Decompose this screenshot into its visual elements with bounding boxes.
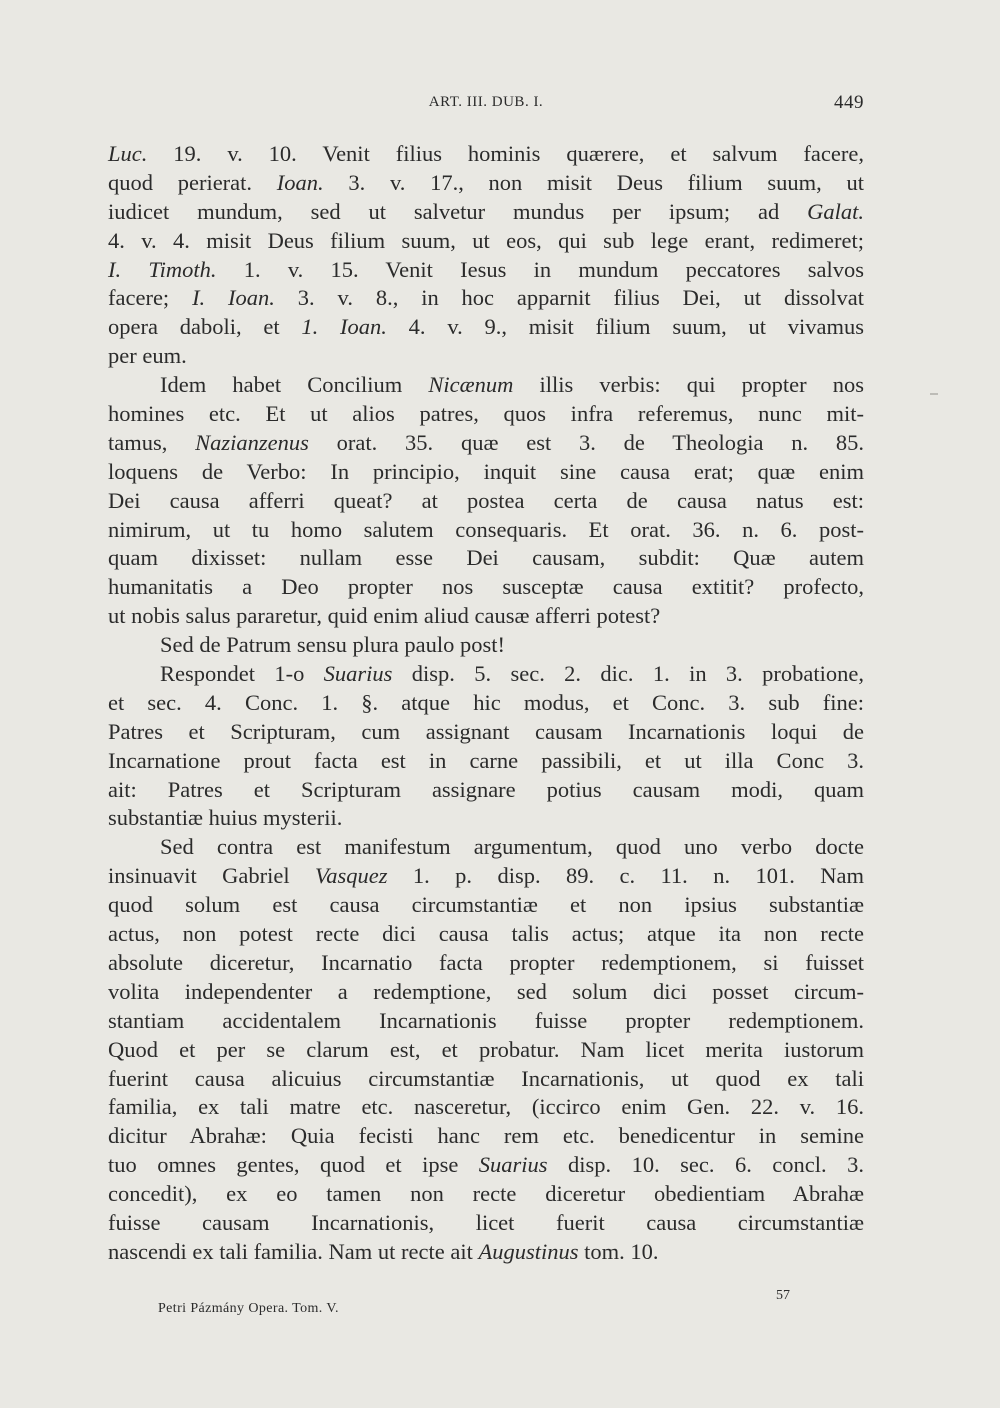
italic-citation: Luc. (108, 141, 148, 166)
text-segment: 3. v. 17., non misit Deus filium suum, ut (323, 169, 864, 195)
text-line (108, 313, 864, 342)
text-line (108, 949, 864, 978)
text-line (108, 602, 864, 631)
text-line (108, 1122, 864, 1151)
text-line (108, 833, 864, 862)
text-segment: ut nobis salus pararetur, quid enim aliud causæ afferri potest? (108, 603, 661, 629)
text-segment: et sec. 4. Conc. 1. §. atque hic modus, et Conc. 3. sub fine: (108, 689, 864, 715)
text-line (108, 169, 864, 198)
text-segment: per eum. (108, 343, 187, 369)
text-line (108, 429, 864, 458)
text-line (108, 747, 864, 776)
text-segment: illis verbis: qui propter nos (513, 372, 864, 398)
text-line (108, 342, 864, 371)
text-line (108, 573, 864, 602)
text-segment: actus, non potest recte dici causa talis actus; atque ita non recte (108, 921, 864, 947)
text-segment: nimirum, ut tu homo salutem consequaris. Et orat. 36. n. 6. post- (108, 516, 864, 542)
text-line (108, 256, 864, 285)
text-segment: fuisse causam Incarnationis, licet fuerit causa circumstantiæ (108, 1209, 864, 1235)
running-title: ART. III. DUB. I. (428, 94, 544, 110)
text-segment: stantiam accidentalem Incarnationis fuisse propter redemptionem. (108, 1007, 864, 1033)
page-number: 449 (834, 92, 864, 113)
margin-mark (930, 393, 938, 395)
text-segment: Sed de Patrum sensu plura paulo post! (160, 632, 505, 658)
text-segment: Idem habet Concilium (160, 372, 429, 398)
italic-citation: Nazianzenus (195, 429, 309, 455)
text-segment: humanitatis a Deo propter nos susceptæ causa extitit? profecto, (108, 574, 864, 600)
italic-citation: Suarius (478, 1152, 548, 1178)
text-line (108, 400, 864, 429)
text-line (108, 1007, 864, 1036)
text-line (108, 631, 864, 660)
text-segment: Dei causa afferri queat? at postea certa de causa natus est: (108, 487, 864, 513)
text-segment: facere; (108, 285, 193, 311)
text-line (108, 1036, 864, 1065)
text-segment: 4. v. 4. misit Deus filium suum, ut eos, qui sub lege erant, redimeret; (108, 227, 864, 253)
text-segment: substantiæ huius mysterii. (108, 805, 343, 831)
italic-citation: I. Ioan. (192, 285, 275, 311)
text-segment: familia, ex tali matre etc. nasceretur, (iccirco enim Gen. 22. v. 16. (108, 1094, 864, 1120)
text-segment: loquens de Verbo: In principio, inquit sine causa erat; quæ enim (108, 458, 864, 484)
text-line (108, 804, 864, 833)
running-head (108, 94, 864, 118)
text-line (108, 660, 864, 689)
text-line (108, 371, 864, 400)
text-segment: volita independenter a redemptione, sed solum dici posset circum- (108, 978, 864, 1004)
italic-citation: Augustinus (478, 1238, 579, 1264)
text-segment: tom. 10. (578, 1238, 659, 1264)
text-segment: Respondet 1-o (160, 661, 324, 687)
italic-citation: Suarius (323, 661, 393, 687)
text-line (108, 227, 864, 256)
text-line (108, 1093, 864, 1122)
text-line (108, 1065, 864, 1094)
text-segment: tuo omnes gentes, quod et ipse (108, 1152, 479, 1178)
text-segment: insinuavit Gabriel (108, 863, 316, 889)
text-segment: iudicet mundum, sed ut salvetur mundus per ipsum; ad (108, 198, 808, 224)
italic-citation: 1. Ioan. (301, 314, 387, 340)
text-segment: 1. v. 15. Venit Iesus in mundum peccatores salvos (216, 256, 864, 282)
text-segment: disp. 5. sec. 2. dic. 1. in 3. probatione, (392, 661, 864, 687)
text-segment: 4. v. 9., misit filium suum, ut vivamus (386, 314, 864, 340)
text-line (108, 891, 864, 920)
text-segment: concedit), ex eo tamen non recte diceretur obedientiam Abrahæ (108, 1181, 864, 1207)
text-segment: quam dixisset: nullam esse Dei causam, subdit: Quæ autem (108, 545, 864, 571)
text-segment: 3. v. 8., in hoc apparnit filius Dei, ut dissolvat (274, 285, 864, 311)
text-segment: nascendi ex tali familia. Nam ut recte ait (108, 1238, 479, 1264)
text-segment: opera daboli, et (108, 314, 302, 340)
text-line (108, 776, 864, 805)
italic-citation: I. Timoth. (108, 256, 217, 282)
text-segment: tamus, (108, 429, 196, 455)
italic-citation: Nicænum (428, 372, 514, 398)
text-line (108, 284, 864, 313)
text-segment: dicitur Abrahæ: Quia fecisti hanc rem etc. benedicentur in semine (108, 1123, 864, 1149)
text-segment: homines etc. Et ut alios patres, quos infra referemus, nunc mit- (108, 401, 864, 427)
text-segment: orat. 35. quæ est 3. de Theologia n. 85. (308, 429, 864, 455)
text-line (108, 544, 864, 573)
signature-number: 57 (776, 1288, 790, 1303)
italic-citation: Ioan. (276, 169, 324, 195)
italic-citation: Galat. (807, 198, 864, 224)
text-segment: 19. v. 10. Venit filius hominis quærere, et salvum facere, (147, 141, 864, 166)
text-line (108, 920, 864, 949)
body-text (108, 140, 864, 1267)
text-line (108, 1209, 864, 1238)
text-segment: disp. 10. sec. 6. concl. 3. (547, 1152, 864, 1178)
text-line (108, 1238, 864, 1267)
text-line (108, 1180, 864, 1209)
italic-citation: Vasquez (315, 863, 388, 889)
text-line (108, 1151, 864, 1180)
text-line (108, 862, 864, 891)
text-segment: quod solum est causa circumstantiæ et non ipsius substantiæ (108, 892, 864, 918)
text-line (108, 978, 864, 1007)
text-line (108, 458, 864, 487)
text-segment: Sed contra est manifestum argumentum, quod uno verbo docte (160, 834, 864, 860)
text-line (108, 198, 864, 227)
text-segment: quod perierat. (108, 169, 277, 195)
text-segment: Incarnatione prout facta est in carne passibili, et ut illa Conc 3. (108, 747, 864, 773)
text-line (108, 689, 864, 718)
text-segment: absolute diceretur, Incarnatio facta propter redemptionem, si fuisset (108, 949, 864, 975)
text-line (108, 487, 864, 516)
signature-line: Petri Pázmány Opera. Tom. V. (158, 1301, 339, 1316)
text-segment: Quod et per se clarum est, et probatur. Nam licet merita iustorum (108, 1036, 864, 1062)
text-segment: fuerint causa alicuius circumstantiæ Incarnationis, ut quod ex tali (108, 1065, 864, 1091)
text-segment: ait: Patres et Scripturam assignare potius causam modi, quam (108, 776, 864, 802)
text-line (108, 718, 864, 747)
text-segment: Patres et Scripturam, cum assignant causam Incarnationis loqui de (108, 718, 864, 744)
text-segment: 1. p. disp. 89. c. 11. n. 101. Nam (387, 863, 864, 889)
text-line (108, 140, 864, 169)
text-line (108, 516, 864, 545)
